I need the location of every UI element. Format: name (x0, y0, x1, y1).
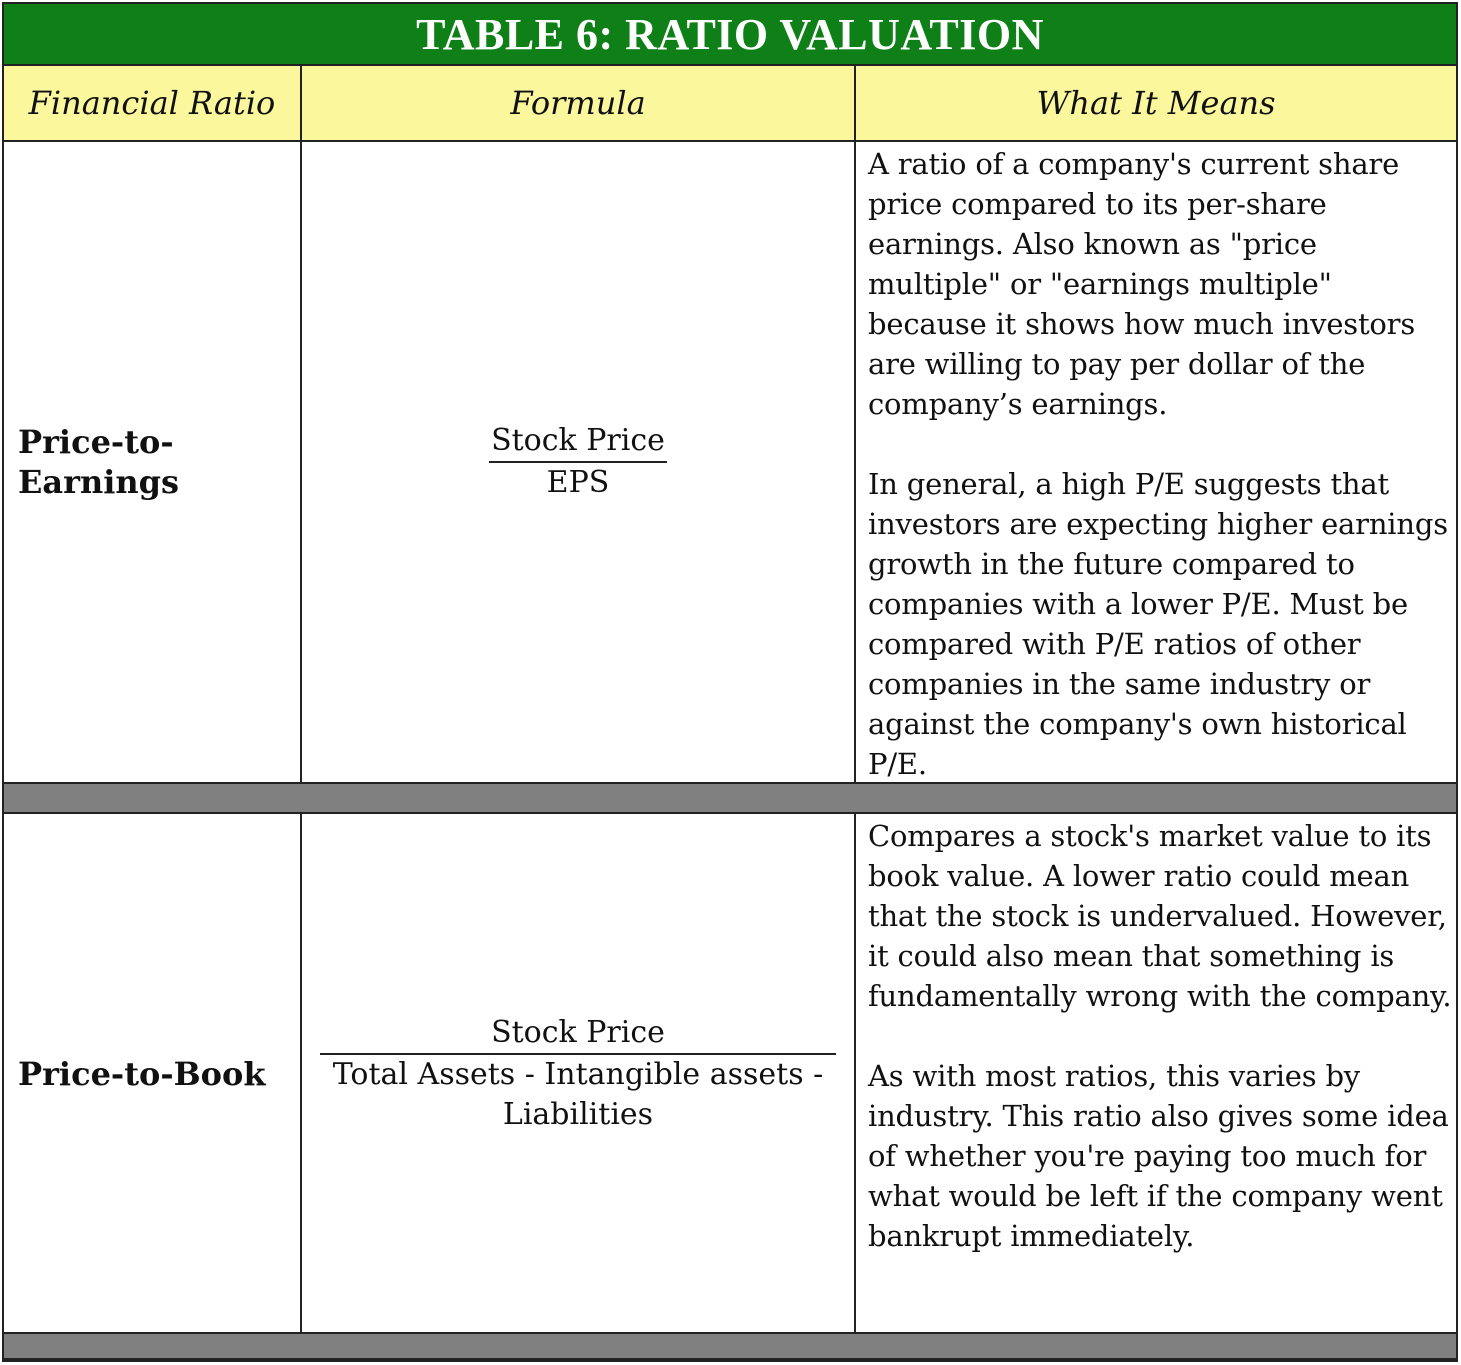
ratio-name-cell (18, 142, 298, 782)
meaning-paragraph: Compares a stock's market value to its book value. A lower ratio could mean that the stock is undervalued. However, it could also mean that something is fundamentally wrong with the company. (868, 819, 1452, 1013)
row-separator (4, 782, 1456, 814)
ratio-name-line: Price-to- (18, 423, 174, 461)
meaning-paragraph: In general, a high P/E suggests that investors are expecting higher earnings growth in the future compared to companies with a lower P/E. Must be compared with P/E ratios of other companies in the same industry or against the company's own historical P/E. (868, 467, 1448, 781)
header-formula: Formula (510, 84, 646, 122)
formula-numerator: Stock Price (489, 421, 667, 463)
table-row-price-to-earnings (4, 142, 1456, 782)
table-row-price-to-book (4, 814, 1456, 1334)
formula-denominator: Total Assets - Intangible assets - Liabilities (332, 1057, 824, 1132)
ratio-name-cell (18, 814, 298, 1334)
formula-cell (302, 142, 854, 782)
meaning-paragraph: A ratio of a company's current share price compared to its per-share earnings. Also known as "price multiple" or "earnings multiple" because it shows how much investors are willing to pay per dollar of the company’s earnings. (868, 147, 1416, 421)
table-title: TABLE 6: RATIO VALUATION (4, 4, 1456, 66)
ratio-name-line: Price-to-Book (18, 1055, 266, 1093)
ratio-name-line: Earnings (18, 463, 180, 501)
meaning-cell (868, 144, 1452, 784)
ratio-valuation-table (2, 2, 1458, 1362)
formula-denominator: EPS (546, 465, 610, 500)
meaning-paragraph: As with most ratios, this varies by industry. This ratio also gives some idea of whether you're paying too much for what would be left if the company went bankrupt immediately. (868, 1059, 1449, 1253)
formula-numerator: Stock Price (320, 1013, 836, 1055)
header-row (4, 66, 1456, 142)
meaning-cell (868, 816, 1452, 1256)
formula-cell (302, 814, 854, 1334)
row-separator (4, 1332, 1456, 1360)
header-financial-ratio: Financial Ratio (28, 84, 276, 122)
header-what-it-means: What It Means (1036, 84, 1276, 122)
